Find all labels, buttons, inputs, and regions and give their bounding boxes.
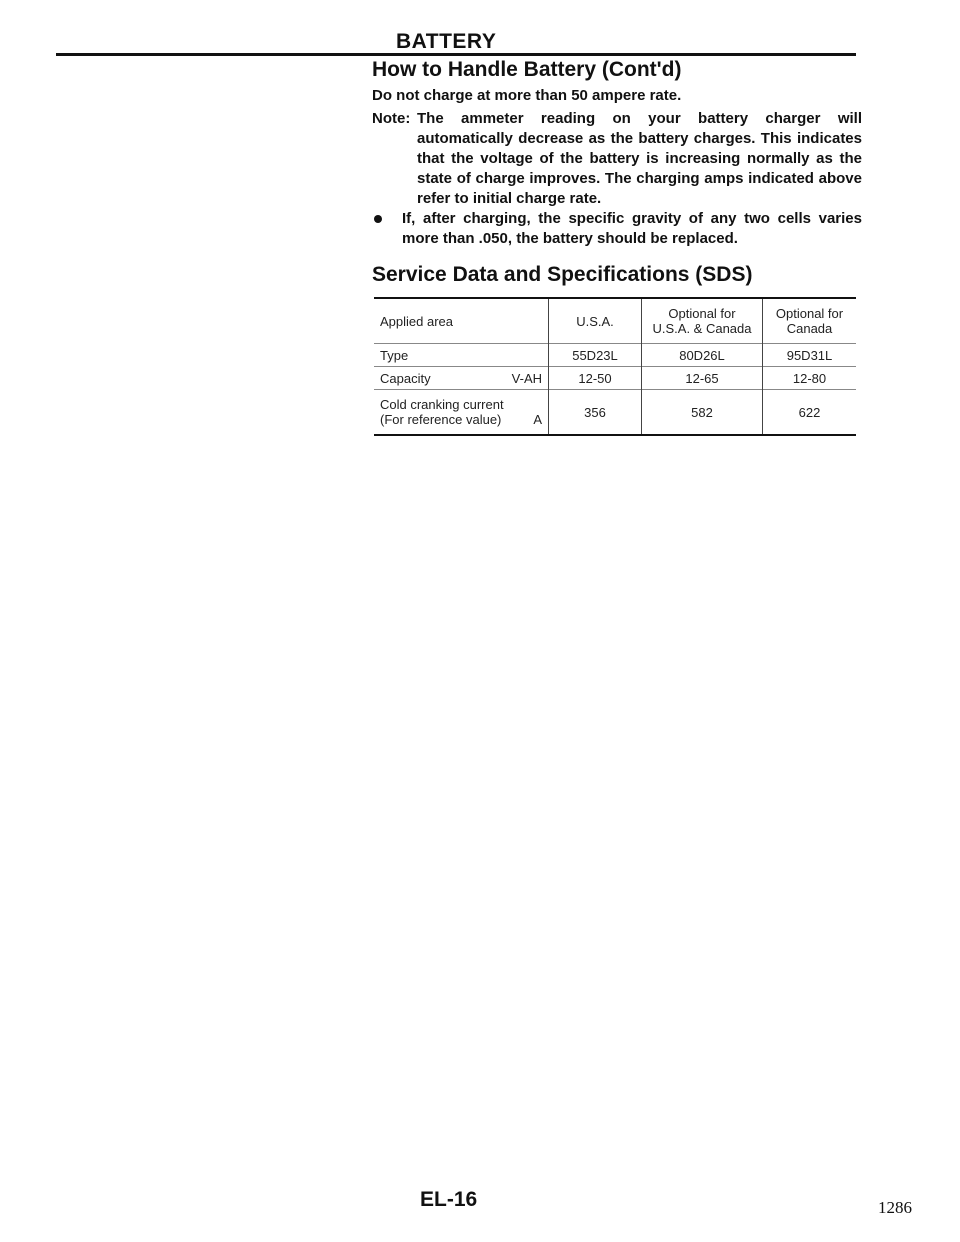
cell-applied-area-label: Applied area — [374, 298, 549, 344]
page-header-title: BATTERY — [396, 30, 497, 53]
cell-capacity-usa: 12-50 — [549, 367, 642, 390]
note-text: The ammeter reading on your battery charger will automatically decrease as the battery charges. This indicates that the voltage of the battery is increasing normally as the state of charge improves. The charging amps indicated above refer to initial charge rate. — [417, 110, 862, 207]
cell-capacity-opt2: 12-80 — [763, 367, 857, 390]
cell-cold-opt1: 582 — [642, 390, 763, 436]
bullet-item — [372, 209, 862, 249]
note-block — [372, 109, 862, 209]
table-row-capacity — [374, 367, 856, 390]
cell-header-opt2: Optional for Canada — [763, 298, 857, 344]
table-row-type — [374, 344, 856, 367]
bullet-dot-icon — [374, 215, 382, 223]
page-code: EL-16 — [420, 1188, 478, 1211]
capacity-unit: V-AH — [511, 370, 542, 386]
cell-cold-label — [374, 390, 549, 436]
note-label: Note: — [372, 110, 411, 127]
cold-label-line2: (For reference value) — [380, 412, 502, 427]
cell-capacity-opt1: 12-65 — [642, 367, 763, 390]
capacity-label: Capacity — [380, 370, 431, 386]
cell-type-label: Type — [374, 344, 549, 367]
page-number: 1286 — [878, 1198, 912, 1217]
table-row-applied-area — [374, 298, 856, 344]
cold-label-line1: Cold cranking current — [380, 397, 504, 412]
sds-table — [374, 297, 856, 436]
cell-type-opt2: 95D31L — [763, 344, 857, 367]
table-row-cold-cranking — [374, 390, 856, 436]
cell-cold-opt2: 622 — [763, 390, 857, 436]
section-title-handle-battery: How to Handle Battery (Cont'd) — [372, 58, 682, 81]
cell-type-usa: 55D23L — [549, 344, 642, 367]
charge-rate-warning: Do not charge at more than 50 ampere rate. — [372, 87, 682, 104]
cell-header-opt1: Optional for U.S.A. & Canada — [642, 298, 763, 344]
cell-type-opt1: 80D26L — [642, 344, 763, 367]
header-rule — [56, 53, 856, 56]
bullet-text: If, after charging, the specific gravity of any two cells varies more than .050, the battery should be replaced. — [402, 210, 862, 247]
cell-cold-usa: 356 — [549, 390, 642, 436]
cold-unit: A — [533, 412, 542, 427]
cell-capacity-label — [374, 367, 549, 390]
section-title-sds: Service Data and Specifications (SDS) — [372, 263, 753, 286]
cell-header-usa: U.S.A. — [549, 298, 642, 344]
